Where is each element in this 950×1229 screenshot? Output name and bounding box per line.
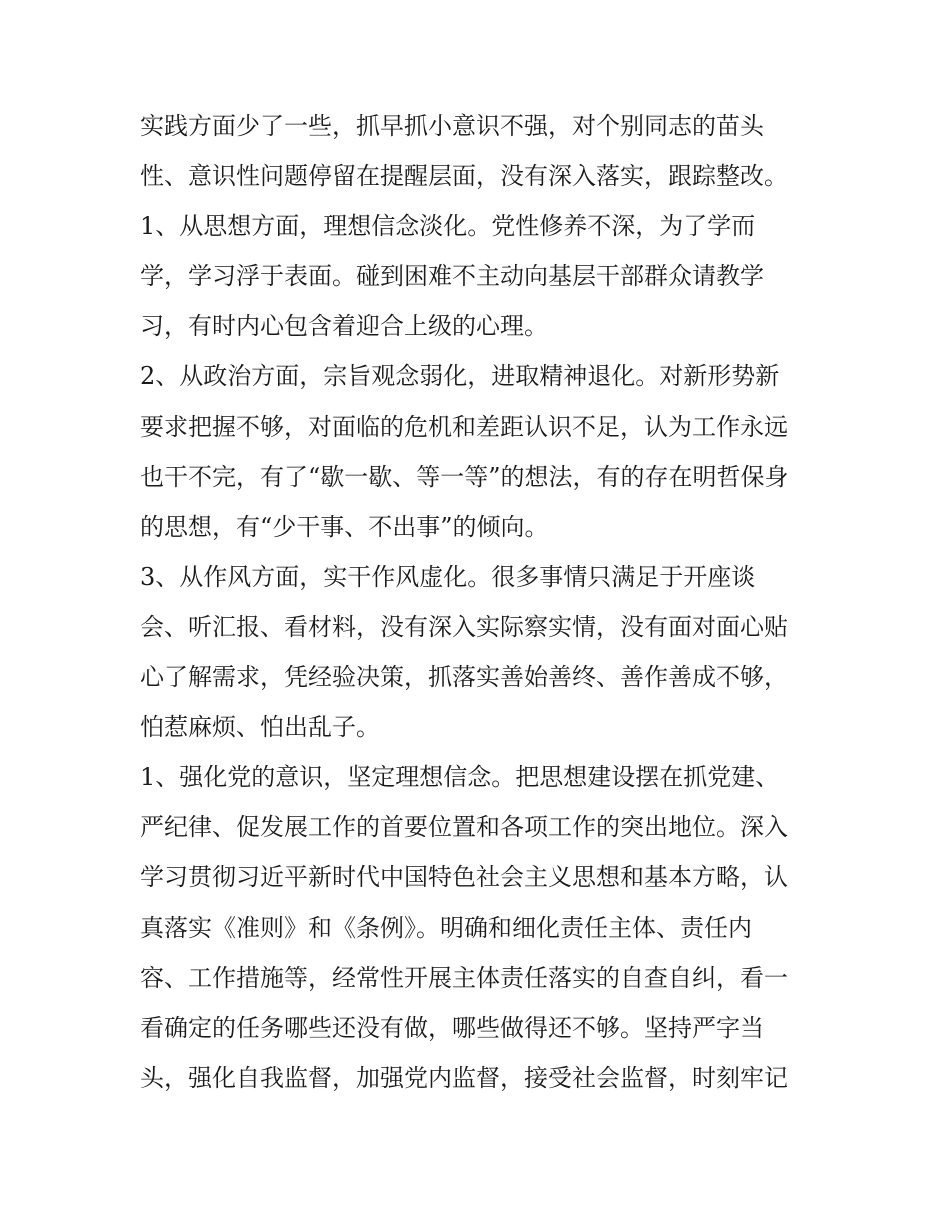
text-line: 严纪律、促发展工作的首要位置和各项工作的突出地位。深入 (140, 813, 788, 842)
text-line: 会、听汇报、看材料，没有深入实际察实情，没有面对面心贴 (140, 612, 788, 641)
text-line: 2、从政治方面，宗旨观念弱化，进取精神退化。对新形势新 (140, 362, 780, 391)
text-line: 容、工作措施等，经常性开展主体责任落实的自查自纠，看一 (140, 963, 788, 992)
text-line: 也干不完，有了“歇一歇、等一等”的想法，有的存在明哲保身 (140, 462, 789, 491)
text-line: 心了解需求，凭经验决策，抓落实善始善终、善作善成不够， (140, 663, 788, 692)
text-line: 性、意识性问题停留在提醒层面，没有深入落实，跟踪整改。 (140, 162, 788, 191)
text-line: 看确定的任务哪些还没有做，哪些做得还不够。坚持严字当 (140, 1013, 764, 1042)
text-line: 学习贯彻习近平新时代中国特色社会主义思想和基本方略，认 (140, 863, 788, 892)
text-line: 要求把握不够，对面临的危机和差距认识不足，认为工作永远 (140, 412, 788, 441)
text-line: 习，有时内心包含着迎合上级的心理。 (140, 312, 548, 341)
text-line: 实践方面少了一些，抓早抓小意识不强，对个别同志的苗头 (140, 112, 764, 140)
text-line: 的思想，有“少干事、不出事”的倾向。 (140, 512, 549, 541)
text-line: 1、从思想方面，理想信念淡化。党性修养不深，为了学而 (140, 212, 756, 241)
text-line: 真落实《准则》和《条例》。明确和细化责任主体、责任内 (140, 913, 752, 942)
text-line: 学，学习浮于表面。碰到困难不主动向基层干部群众请教学 (140, 262, 764, 291)
text-line: 3、从作风方面，实干作风虚化。很多事情只满足于开座谈 (140, 562, 756, 591)
text-line: 怕惹麻烦、怕出乱子。 (140, 713, 380, 742)
document-body (140, 101, 820, 1103)
text-line: 1、强化党的意识，坚定理想信念。把思想建设摆在抓党建、 (140, 763, 780, 792)
text-line: 头，强化自我监督，加强党内监督，接受社会监督，时刻牢记 (140, 1063, 788, 1092)
